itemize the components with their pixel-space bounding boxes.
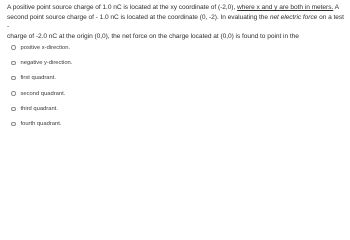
option-fourth-quadrant[interactable] bbox=[11, 118, 72, 129]
option-first-quadrant[interactable] bbox=[11, 73, 72, 84]
option-positive-x[interactable] bbox=[11, 42, 72, 53]
radio-button[interactable] bbox=[11, 45, 16, 50]
option-negative-y[interactable] bbox=[11, 57, 72, 68]
question-line3-text: charge of -2.0 nC at the origin (0,0), the net force on the charge located at (0,0) is found to point in the bbox=[7, 32, 299, 40]
radio-button[interactable] bbox=[11, 107, 16, 112]
radio-button[interactable] bbox=[11, 122, 16, 127]
option-label: fourth quadrant. bbox=[20, 121, 62, 128]
option-second-quadrant[interactable] bbox=[11, 88, 72, 99]
option-label: third quadrant. bbox=[20, 105, 58, 112]
option-label: first quadrant. bbox=[20, 75, 56, 82]
radio-button[interactable] bbox=[11, 91, 16, 96]
option-label: negative y-direction. bbox=[20, 59, 73, 66]
question-line2-text: second point source charge of - 1.0 nC is located at the coordinate (0, -2). In evaluating the bbox=[7, 13, 270, 21]
question-emphasis: net electric force bbox=[269, 13, 318, 21]
answer-options bbox=[11, 42, 72, 134]
question-line2-end: on a test - bbox=[7, 13, 344, 31]
radio-button[interactable] bbox=[11, 76, 16, 81]
question-line1-end: A bbox=[333, 4, 340, 11]
option-label: positive x-direction. bbox=[20, 44, 71, 51]
option-third-quadrant[interactable] bbox=[11, 103, 72, 114]
radio-button[interactable] bbox=[11, 61, 16, 66]
question-units-note: where x and y are both in meters. bbox=[237, 4, 334, 11]
question-text bbox=[7, 3, 347, 41]
option-label: second quadrant. bbox=[20, 90, 66, 97]
question-line1-text: A positive point source charge of 1.0 nC is located at the xy coordinate of (-2,0), bbox=[7, 4, 238, 11]
